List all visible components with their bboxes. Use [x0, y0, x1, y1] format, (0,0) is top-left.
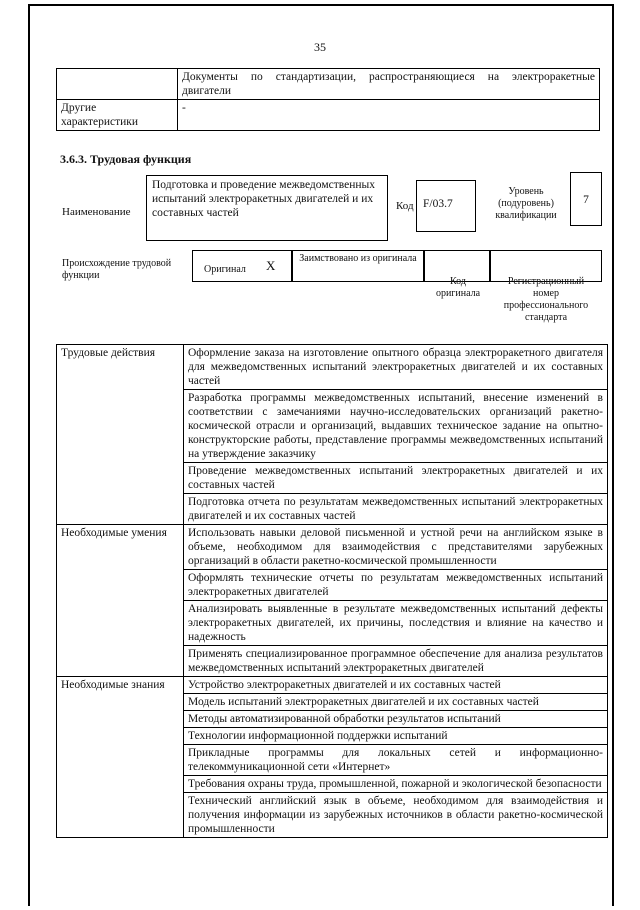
top-table	[56, 68, 600, 131]
row-value: Оформление заказа на изготовление опытного образца электроракетного двигателя для межведомственных испытаний электроракетных двигателей и их составных частей	[184, 345, 608, 390]
original-mark: X	[266, 258, 276, 273]
table-row	[57, 69, 600, 100]
row-value: Документы по стандартизации, распространяющиеся на электроракетные двигатели	[178, 69, 600, 100]
code-caption: Код оригинала	[435, 276, 481, 299]
origin-label: Происхождение трудовой функции	[62, 258, 172, 281]
code-value: F/03.7	[416, 180, 476, 232]
row-label	[57, 69, 178, 100]
row-value: Оформлять технические отчеты по результатам межведомственных испытаний электроракетных двигателей	[184, 570, 608, 601]
row-value: Проведение межведомственных испытаний электроракетных двигателей и их составных частей	[184, 463, 608, 494]
row-value: Модель испытаний электроракетных двигателей и их составных частей	[184, 694, 608, 711]
name-value: Подготовка и проведение межведомственных испытаний электроракетных двигателей и их составных частей	[146, 175, 388, 241]
row-value: Устройство электроракетных двигателей и их составных частей	[184, 677, 608, 694]
row-value: Использовать навыки деловой письменной и устной речи на английском языке в объеме, необходимом для взаимодействия с представителями зарубежных организаций в области ракетно-космической промышленности	[184, 525, 608, 570]
borrowed-label: Заимствовано из оригинала	[292, 250, 424, 282]
row-value: Анализировать выявленные в результате межведомственных испытаний дефекты электроракетных двигателей, их причины, последствия и влияние на качество и надежность	[184, 601, 608, 646]
row-value: Прикладные программы для локальных сетей и информационно-телекоммуникационной сети «Интернет»	[184, 745, 608, 776]
row-value: Технологии информационной поддержки испытаний	[184, 728, 608, 745]
row-value: -	[178, 100, 600, 131]
main-table	[56, 344, 608, 838]
row-label: Трудовые действия	[57, 345, 184, 525]
row-value: Разработка программы межведомственных испытаний, внесение изменений в соответствии с замечаниями научно-исследовательских организаций ракетно-космической отрасли и организаций, выдавших техническое задание на опытно-конструкторские работы, представление программы межведомственных испытаний на утверждение заказчику	[184, 390, 608, 463]
table-row	[57, 525, 608, 570]
name-label: Наименование	[62, 206, 131, 218]
level-label: Уровень (подуровень) квалификации	[495, 186, 557, 221]
reg-caption: Регистрационный номер профессионального стандарта	[503, 276, 589, 323]
code-label: Код	[396, 200, 414, 212]
row-value: Технический английский язык в объеме, необходимом для взаимодействия и получения информации из зарубежных источников в области ракетно-космической промышленности	[184, 793, 608, 838]
table-row	[57, 345, 608, 390]
table-row	[57, 100, 600, 131]
section-title: 3.6.3. Трудовая функция	[60, 152, 192, 166]
page-number: 35	[314, 40, 326, 54]
row-value: Подготовка отчета по результатам межведомственных испытаний электроракетных двигателей и их составных частей	[184, 494, 608, 525]
row-value: Методы автоматизированной обработки результатов испытаний	[184, 711, 608, 728]
original-label: Оригинал	[204, 264, 246, 275]
level-value: 7	[570, 172, 602, 226]
table-row	[57, 677, 608, 694]
row-value: Требования охраны труда, промышленной, пожарной и экологической безопасности	[184, 776, 608, 793]
row-label: Необходимые знания	[57, 677, 184, 838]
page-frame-top	[28, 4, 612, 6]
row-label: Другие характеристики	[57, 100, 178, 131]
page-frame-left	[28, 4, 30, 906]
row-value: Применять специализированное программное обеспечение для анализа результатов межведомственных испытаний электроракетных двигателей	[184, 646, 608, 677]
row-label: Необходимые умения	[57, 525, 184, 677]
page-frame-right	[612, 4, 614, 906]
